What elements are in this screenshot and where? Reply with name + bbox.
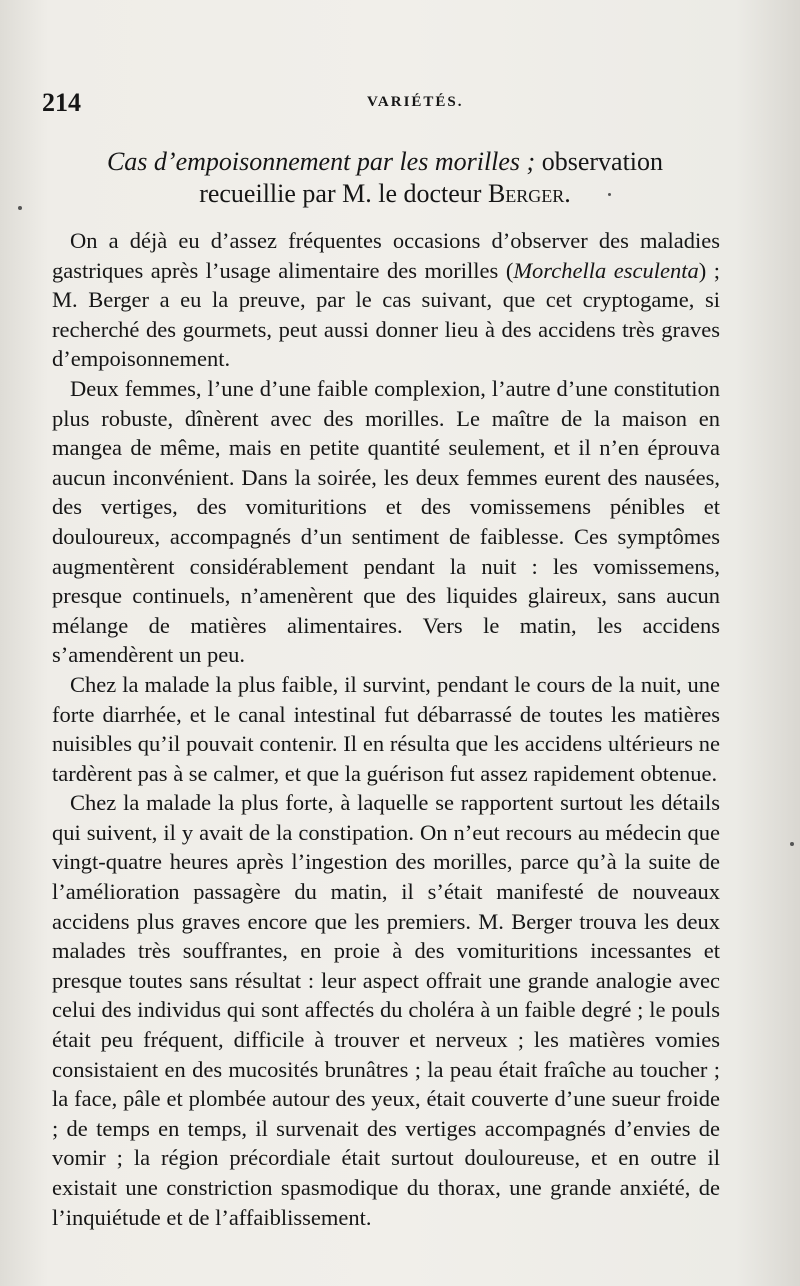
ink-speck	[608, 193, 611, 196]
article-body	[52, 226, 720, 1232]
paragraph-1-end: ) ; M. Berger a eu la preuve, par le cas suivant, que cet cryptogame, si recherché des gourmets, peut aussi donner lieu à des accidens très graves d’empoisonnement.	[52, 257, 720, 372]
paragraph-1	[52, 226, 720, 374]
paragraph-2: Deux femmes, l’une d’une faible complexion, l’autre d’une constitution plus robuste, dînèrent avec des morilles. Le maître de la maison en mangea de même, mais en petite quantité seulement, et il n’en éprouva aucun inconvénient. Dans la soirée, les deux femmes eurent des nausées, des vertiges, des vomituritions et des vomissemens pénibles et douloureux, accompagnés d’un sentiment de faiblesse. Ces symptômes augmentèrent considérablement pendant la nuit : les vomissemens, presque continuels, n’amenèrent que des liquides glaireux, sans aucun mélange de matières alimentaires. Vers le matin, les accidens s’amendèrent un peu.	[52, 375, 720, 668]
title-line2-prefix: recueillie par M. le docteur	[199, 179, 488, 208]
paragraph-1-start: On a déjà eu d’assez fréquentes occasions d’observer des maladies gastriques après l’usage alimentaire des morilles (	[52, 228, 720, 283]
title-observation: observation	[535, 147, 664, 176]
title-author: Berger	[487, 179, 565, 208]
page-header	[42, 88, 732, 118]
species-name: Morchella esculenta	[513, 257, 699, 283]
running-head: VARIÉTÉS.	[367, 94, 464, 110]
ink-speck	[790, 842, 794, 846]
page-number: 214	[42, 88, 81, 117]
paragraph-4: Chez la malade la plus forte, à laquelle se rapportent surtout les détails qui suivent, il y avait de la constipation. On n’eut recours au médecin que vingt-quatre heures après l’ingestion des morilles, parce qu’à la suite de l’amélioration passagère du matin, il s’était manifesté de nouveaux accidens plus graves encore que les premiers. M. Berger trouva les deux malades très souffrantes, en proie à des vomituritions incessantes et presque toutes sans résultat : leur aspect offrait une grande analogie avec celui des individus qui sont affectés du choléra à un faible degré ; le pouls était peu fréquent, difficile à trouver et nerveux ; les matières vomies consistaient en des mucosités brunâtres ; la peau était fraîche au toucher ; la face, pâle et plombée autour des yeux, était couverte d’une sueur froide ; de temps en temps, il survenait des vertiges accompagnés d’envies de vomir ; la région précordiale était surtout douloureuse, et en outre il existait une constriction spasmodique du thorax, une grande anxiété, de l’inquiétude et de l’affaiblissement.	[52, 790, 720, 1230]
paragraph-3: Chez la malade la plus faible, il survint, pendant le cours de la nuit, une forte diarrhée, et le canal intestinal fut débarrassé de toutes les matières nuisibles qu’il pouvait contenir. Il en résulta que les accidens ultérieurs ne tardèrent pas à se calmer, et que la guérison fut assez rapidement obtenue.	[52, 671, 720, 786]
ink-speck	[18, 206, 22, 210]
title-line2-suffix: .	[564, 179, 571, 208]
article-title	[60, 146, 710, 210]
title-italic: Cas d’empoisonnement par les morilles ;	[106, 147, 536, 176]
